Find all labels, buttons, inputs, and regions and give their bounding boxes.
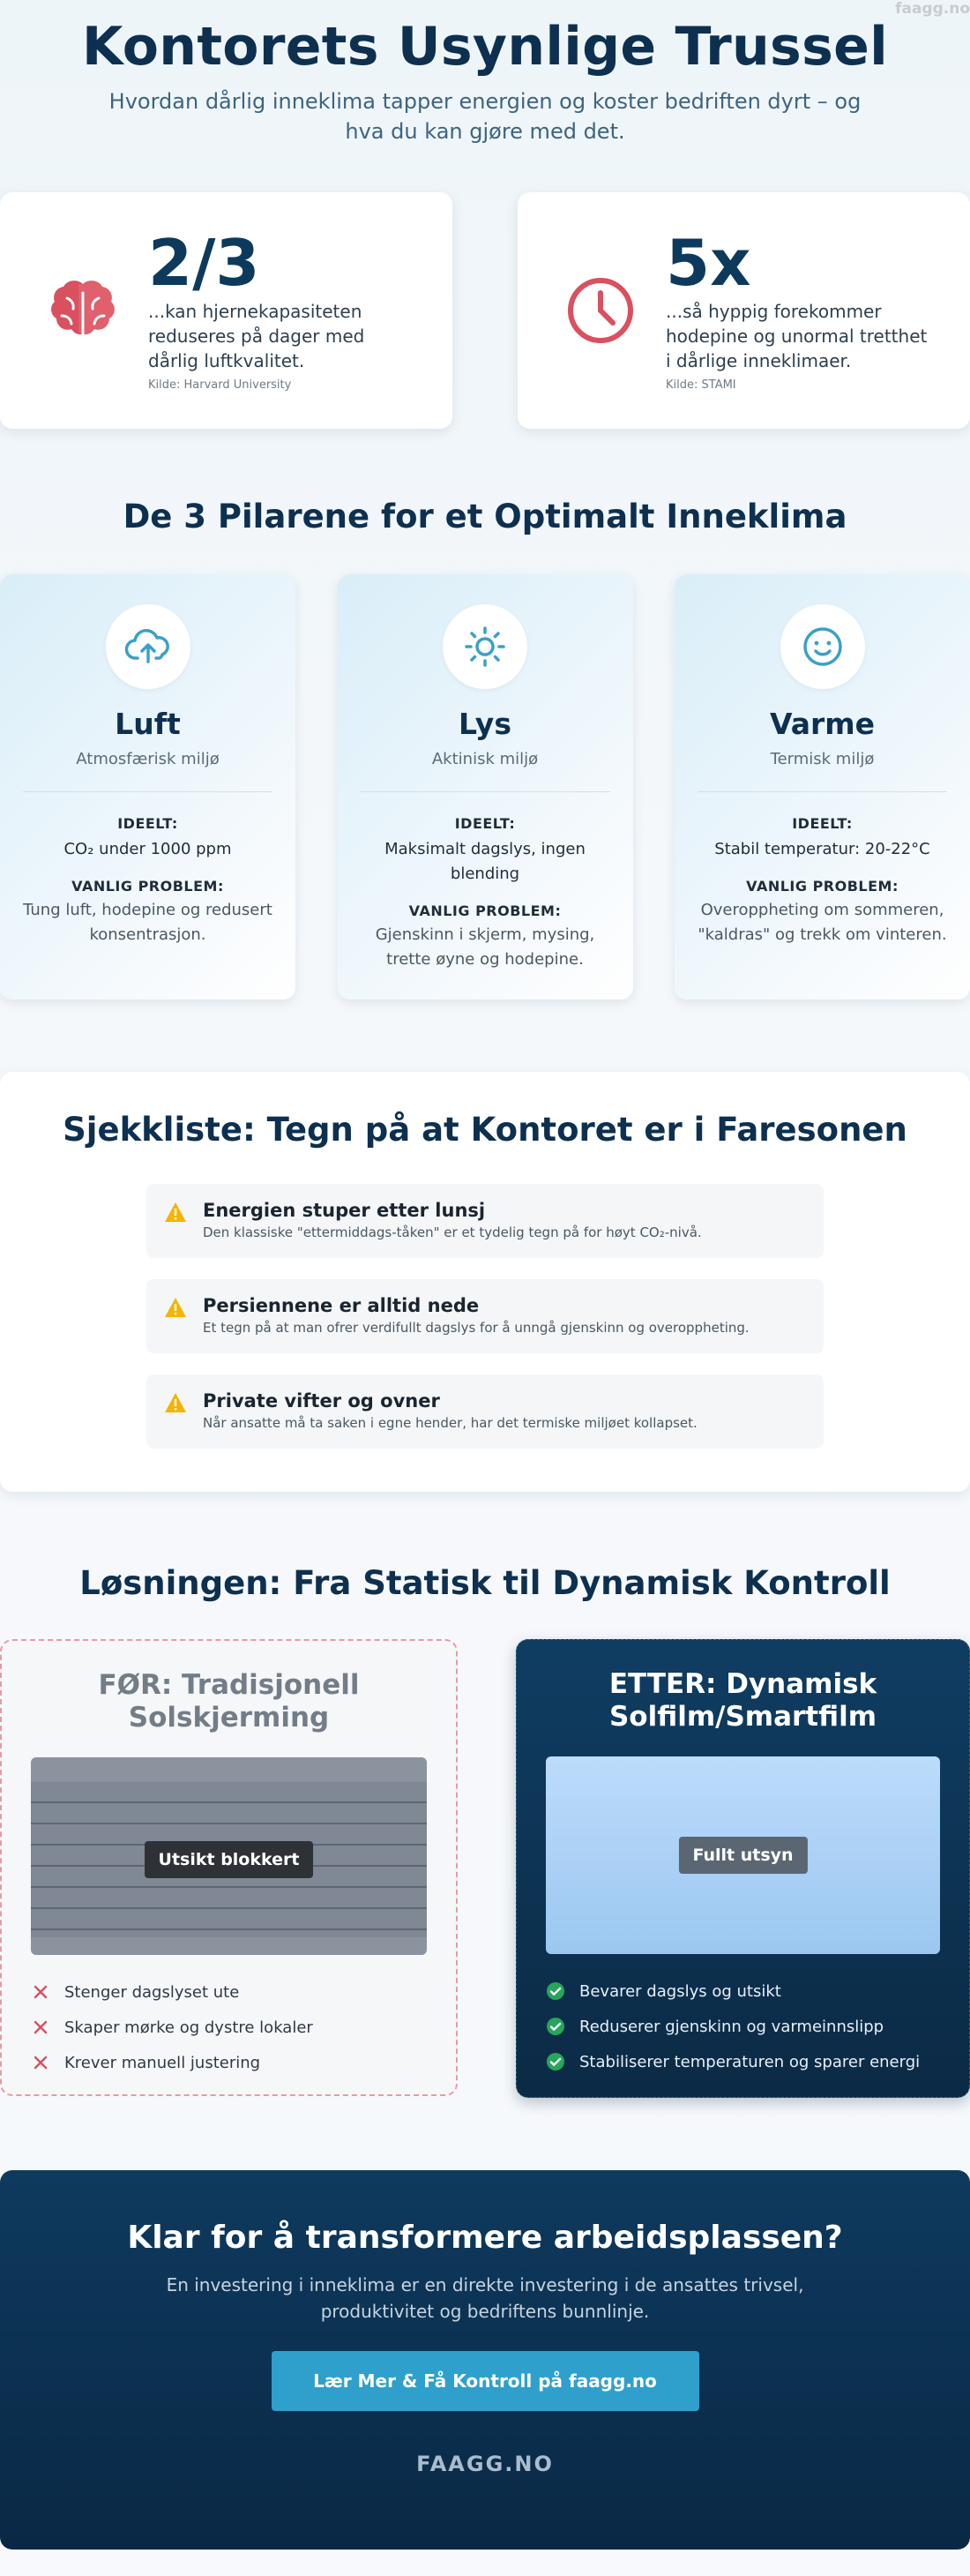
problem-value: Tung luft, hodepine og redusert konsentrasjon.: [23, 901, 272, 944]
pillar-card-lys: [338, 574, 633, 1000]
checklist: [146, 1184, 824, 1449]
comparison-section: [0, 1639, 970, 2098]
pillar-subtitle: Aktinisk miljø: [431, 750, 539, 768]
checklist-item-title: Energien stuper etter lunsj: [203, 1200, 486, 1221]
pillar-subtitle: Atmosfærisk miljø: [76, 750, 220, 768]
before-card: [0, 1639, 458, 2096]
pillar-name: Luft: [115, 707, 181, 741]
list-item: [546, 1973, 940, 2009]
pillars-title: De 3 Pilarene for et Optimalt Inneklima: [123, 498, 847, 535]
before-visual-label: Utsikt blokkert: [145, 1841, 314, 1878]
ideal-value: Maksimalt dagslys, ingen blending: [384, 840, 586, 883]
stat-card-clock: [518, 192, 970, 429]
stats-section: [0, 192, 970, 429]
hero: [0, 0, 970, 146]
brain-icon: [44, 272, 122, 349]
cta-text: En investering i inneklima er en direkte investering i de ansattes trivsel, produktivitet og bedriftens bunnlinje.: [166, 2274, 804, 2322]
pillar-subtitle: Termisk miljø: [770, 750, 875, 768]
solution-title: Løsningen: Fra Statisk til Dynamisk Kontroll: [79, 1564, 891, 1602]
pillars-section: [0, 574, 970, 1000]
problem-label: VANLIG PROBLEM:: [71, 878, 224, 895]
ideal-value: CO₂ under 1000 ppm: [63, 840, 232, 858]
checklist-item-desc: Et tegn på at man ofrer verdifullt dagslys for å unngå gjenskinn og overoppheting.: [203, 1320, 750, 1336]
learn-more-button[interactable]: Lær Mer & Få Kontroll på faagg.no: [272, 2351, 699, 2411]
warning-icon: [164, 1392, 187, 1413]
problem-label: VANLIG PROBLEM:: [408, 902, 562, 919]
divider: [23, 791, 272, 792]
blinds-illustration: [31, 1757, 427, 1955]
stat-number: 5x: [666, 225, 751, 300]
list-item: [146, 1374, 824, 1449]
list-item-label: Skaper mørke og dystre lokaler: [64, 2018, 313, 2037]
cta-section: [0, 2170, 970, 2550]
list-item-label: Stenger dagslyset ute: [64, 1982, 240, 2002]
warning-icon: [164, 1297, 187, 1318]
before-title: FØR: Tradisjonell Solskjerming: [98, 1669, 360, 1734]
list-item: [546, 2009, 940, 2044]
stat-description: ...kan hjernekapasiteten reduseres på dager med dårlig luftkvalitet.: [148, 300, 365, 371]
check-circle-icon: [546, 1981, 565, 2001]
after-card: [516, 1639, 970, 2098]
list-item-label: Krever manuell justering: [64, 2053, 261, 2072]
stat-source: Kilde: STAMI: [666, 378, 736, 392]
divider: [361, 791, 610, 792]
after-visual-label: Fullt utsyn: [678, 1837, 807, 1874]
before-list: [31, 1974, 427, 2080]
smile-icon: [797, 621, 848, 672]
stat-source: Kilde: Harvard University: [148, 378, 292, 392]
warning-icon: [164, 1202, 187, 1223]
check-circle-icon: [546, 2017, 565, 2036]
problem-value: Overoppheting om sommeren, "kaldras" og trekk om vinteren.: [698, 901, 947, 944]
check-circle-icon: [546, 2052, 565, 2071]
clock-icon: [562, 272, 639, 349]
checklist-item-title: Persiennene er alltid nede: [203, 1295, 480, 1316]
checklist-item-desc: Den klassiske "ettermiddags-tåken" er et tydelig tegn på for høyt CO₂-nivå.: [203, 1224, 702, 1240]
pillar-name: Varme: [769, 707, 876, 741]
checklist-item-desc: Når ansatte må ta saken i egne hender, har det termiske miljøet kollapset.: [203, 1415, 698, 1431]
cross-icon: [31, 2018, 50, 2037]
checklist-title: Sjekkliste: Tegn på at Kontoret er i Faresonen: [63, 1111, 907, 1149]
ideal-label: IDEELT:: [792, 815, 853, 832]
pillar-name: Lys: [459, 707, 511, 741]
after-title: ETTER: Dynamisk Solfilm/Smartfilm: [608, 1668, 877, 1733]
divider: [698, 791, 947, 792]
checklist-item-title: Private vifter og ovner: [203, 1390, 440, 1412]
page-title: Kontorets Usynlige Trussel: [82, 16, 888, 78]
brand-logo: FAAGG.NO: [416, 2452, 554, 2476]
stat-card-brain: [0, 192, 452, 429]
cloud-upload-icon: [123, 621, 174, 672]
list-item-label: Reduserer gjenskinn og varmeinnslipp: [579, 2017, 884, 2036]
problem-label: VANLIG PROBLEM:: [746, 878, 899, 895]
list-item: [31, 2010, 427, 2045]
sun-icon: [459, 621, 511, 672]
list-item: [31, 2045, 427, 2080]
list-item: [146, 1279, 824, 1353]
clear-view-illustration: [546, 1756, 940, 1954]
page-subtitle: Hvordan dårlig inneklima tapper energien og koster bedriften dyrt – og hva du kan gjøre med det.: [108, 89, 862, 144]
list-item: [546, 2044, 940, 2079]
cta-title: Klar for å transformere arbeidsplassen?: [127, 2220, 843, 2256]
list-item-label: Bevarer dagslys og utsikt: [579, 1981, 781, 2001]
cross-icon: [31, 2053, 50, 2072]
list-item: [146, 1184, 824, 1258]
ideal-value: Stabil temperatur: 20-22°C: [714, 840, 930, 858]
stat-number: 2/3: [148, 225, 260, 300]
ideal-label: IDEELT:: [117, 815, 178, 832]
pillar-card-luft: [0, 574, 295, 1000]
pillar-card-varme: [675, 574, 970, 1000]
list-item: [31, 1974, 427, 2010]
watermark: faagg.no: [895, 0, 970, 18]
cross-icon: [31, 1982, 50, 2002]
checklist-card: [0, 1072, 970, 1492]
list-item-label: Stabiliserer temperaturen og sparer energi: [579, 2052, 921, 2071]
stat-description: ...så hyppig forekommer hodepine og unormal tretthet i dårlige inneklimaer.: [666, 300, 928, 371]
ideal-label: IDEELT:: [454, 815, 516, 832]
after-list: [546, 1973, 940, 2079]
problem-value: Gjenskinn i skjerm, mysing, trette øyne og hodepine.: [375, 925, 595, 969]
